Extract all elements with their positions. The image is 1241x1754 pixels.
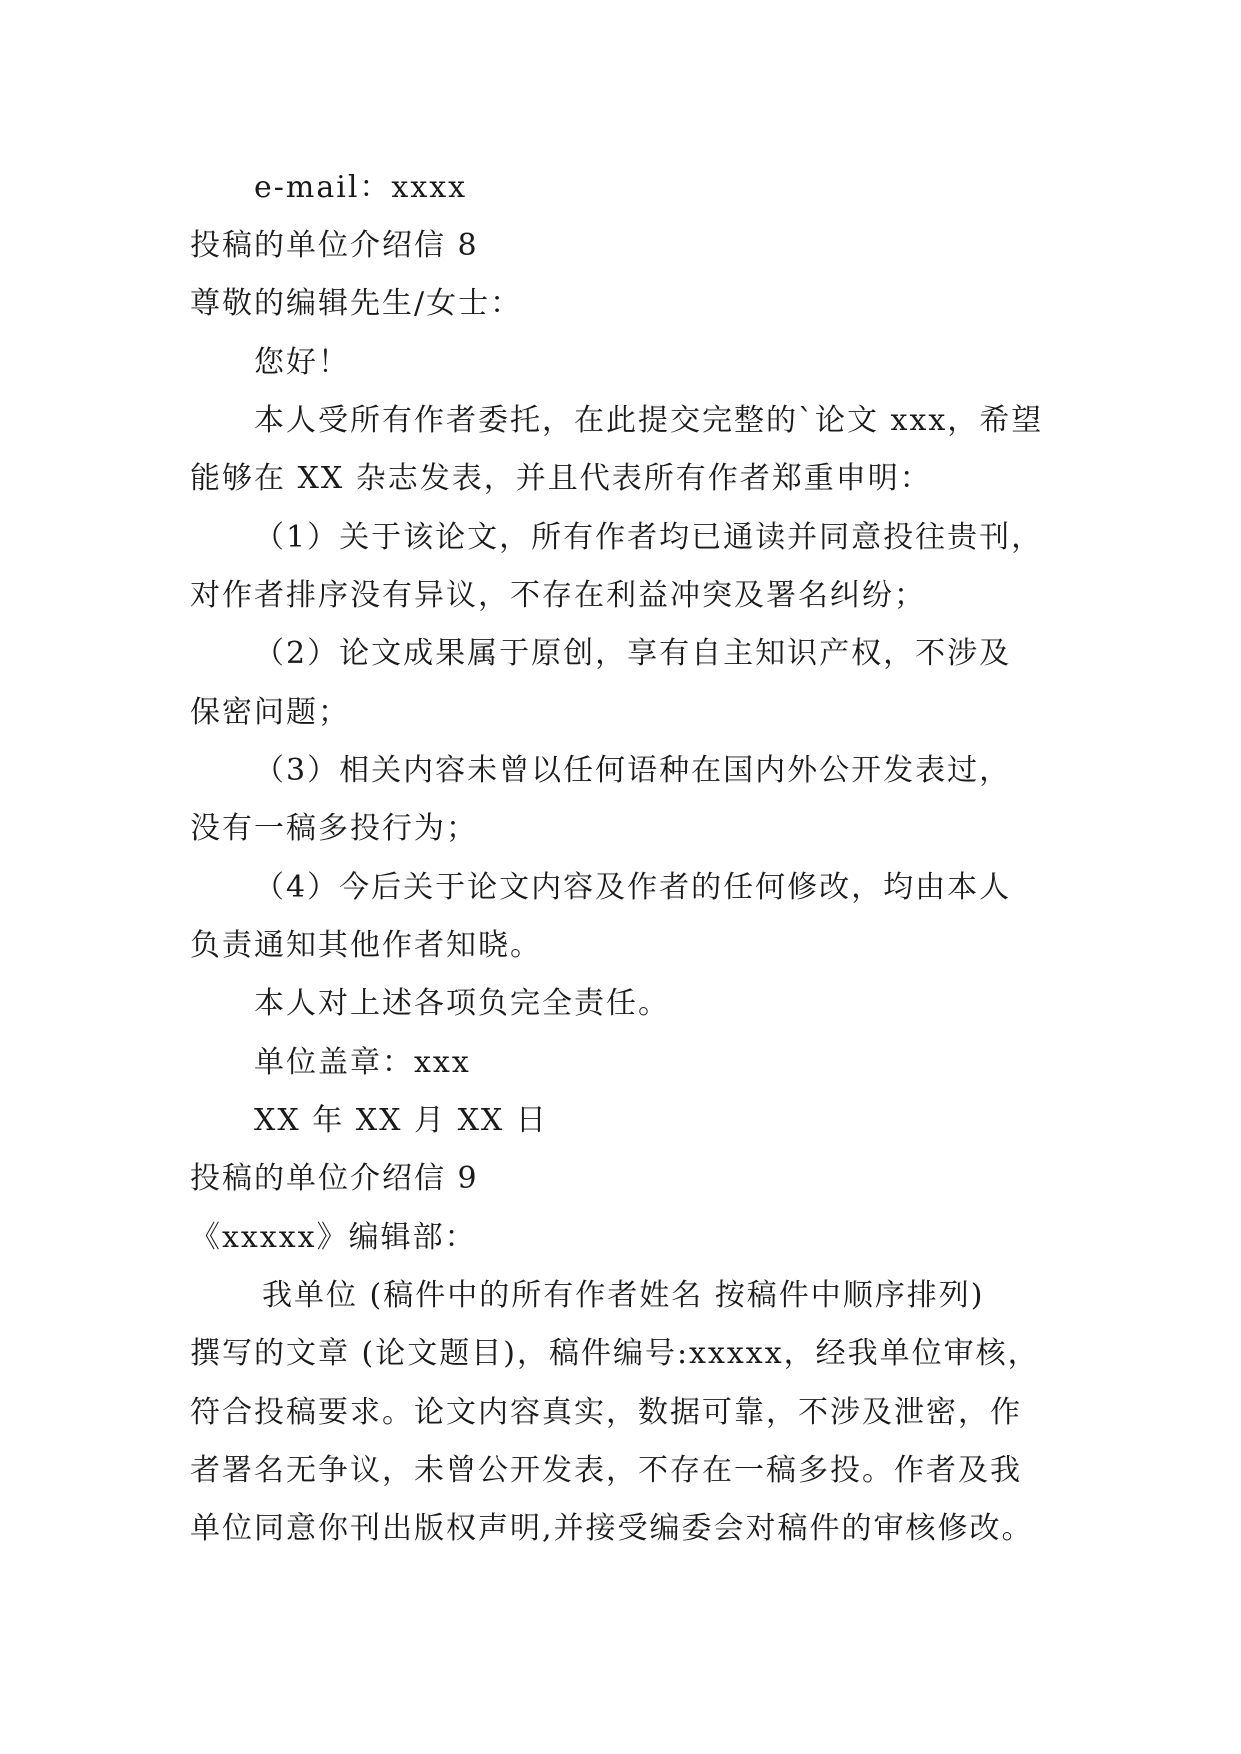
section-heading-8: 投稿的单位介绍信 8 (190, 228, 479, 263)
section-heading-9: 投稿的单位介绍信 9 (190, 1161, 479, 1196)
body-line: 撰写的文章 (论文题目)，稿件编号:xxxxx，经我单位审核， (190, 1336, 1040, 1371)
clause-1-cont: 对作者排序没有异议，不存在利益冲突及署名纠纷； (190, 578, 926, 613)
clause-2-cont: 保密问题； (190, 695, 350, 730)
clause-3-cont: 没有一稿多投行为； (190, 811, 478, 846)
greeting: 您好！ (254, 345, 350, 380)
body-line: 能够在 XX 杂志发表，并且代表所有作者郑重申明： (190, 461, 932, 496)
clause-4-cont: 负责通知其他作者知晓。 (190, 928, 542, 963)
responsibility-statement: 本人对上述各项负完全责任。 (254, 986, 670, 1021)
clause-3: （3）相关内容未曾以任何语种在国内外公开发表过， (254, 753, 1012, 788)
clause-1: （1）关于该论文，所有作者均已通读并同意投往贵刊， (254, 520, 1044, 555)
body-line: 单位同意你刊出版权声明,并接受编委会对稿件的审核修改。 (190, 1511, 1034, 1546)
clause-2: （2）论文成果属于原创，享有自主知识产权，不涉及 (254, 636, 1012, 671)
seal-line: 单位盖章：xxx (254, 1045, 471, 1080)
date-line: XX 年 XX 月 XX 日 (254, 1103, 548, 1138)
body-line: 本人受所有作者委托，在此提交完整的`论文 xxx，希望 (254, 403, 1044, 438)
body-line: 我单位 (稿件中的所有作者姓名 按稿件中顺序排列) (262, 1278, 985, 1313)
body-line: 者署名无争议，未曾公开发表，不存在一稿多投。作者及我 (190, 1453, 1022, 1488)
clause-4: （4）今后关于论文内容及作者的任何修改，均由本人 (254, 870, 1012, 905)
email-line: e-mail：xxxx (254, 170, 468, 205)
body-line: 符合投稿要求。论文内容真实，数据可靠，不涉及泄密，作 (190, 1395, 1022, 1430)
recipient-line: 《xxxxx》编辑部： (190, 1220, 477, 1255)
salutation: 尊敬的编辑先生/女士： (190, 286, 523, 321)
